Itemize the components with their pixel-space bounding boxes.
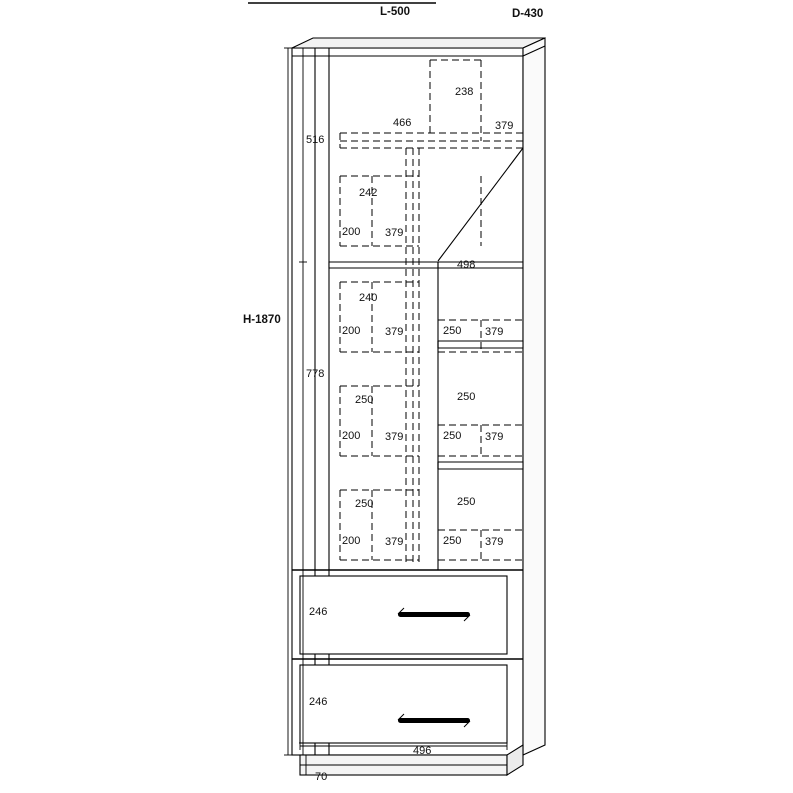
- label-depth: D-430: [512, 8, 544, 20]
- dim-200-b: 200: [342, 325, 361, 337]
- dim-516: 516: [306, 134, 325, 146]
- dim-70: 70: [315, 771, 328, 783]
- dim-498: 498: [457, 259, 476, 271]
- dim-379-h: 379: [485, 536, 504, 548]
- dim-379-c: 379: [385, 326, 404, 338]
- dim-379-f: 379: [485, 431, 504, 443]
- dim-250-f: 250: [457, 496, 476, 508]
- dim-250-b: 250: [355, 394, 374, 406]
- dim-778: 778: [306, 368, 325, 380]
- dim-246-upper: 246: [309, 606, 328, 618]
- dim-200-d: 200: [342, 535, 361, 547]
- dim-238: 238: [455, 86, 474, 98]
- dim-200-a: 200: [342, 226, 361, 238]
- dim-250-e: 250: [355, 498, 374, 510]
- dim-379-a: 379: [495, 120, 514, 132]
- label-height: H-1870: [243, 314, 281, 326]
- dim-379-e: 379: [385, 431, 404, 443]
- dim-496: 496: [413, 745, 432, 757]
- dim-379-b: 379: [385, 227, 404, 239]
- label-width-top: L-500: [380, 6, 411, 18]
- dim-242: 242: [359, 187, 378, 199]
- dim-379-d: 379: [485, 326, 504, 338]
- dim-250-c: 250: [457, 391, 476, 403]
- dim-466: 466: [393, 117, 412, 129]
- dim-379-g: 379: [385, 536, 404, 548]
- dim-250-d: 250: [443, 430, 462, 442]
- dim-200-c: 200: [342, 430, 361, 442]
- dim-246-lower: 246: [309, 696, 328, 708]
- dim-240: 240: [359, 292, 378, 304]
- dim-250-g: 250: [443, 535, 462, 547]
- dim-250-a: 250: [443, 325, 462, 337]
